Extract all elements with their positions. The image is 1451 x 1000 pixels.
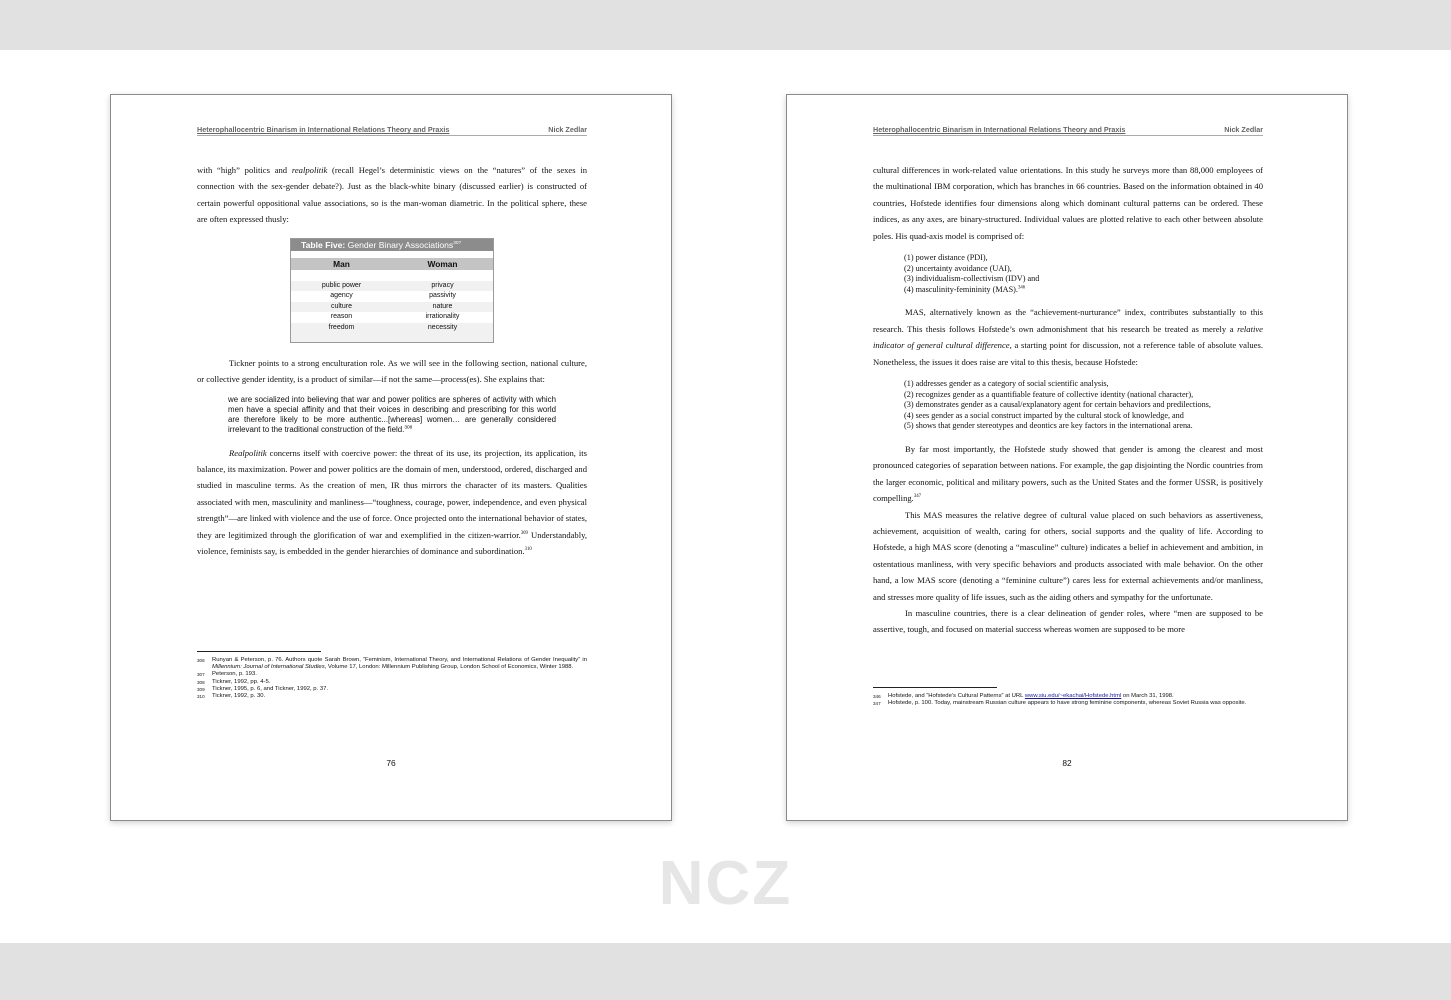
list-item: (5) shows that gender stereotypes and deontics are key factors in the international arena. bbox=[904, 421, 1193, 431]
footnotes bbox=[197, 651, 587, 700]
text-run: MAS, alternatively known as the “achievement-nurturance” index, contributes substantially to this research. This thesis follows Hofstede’s own admonishment that his research be treated as merely a bbox=[873, 307, 1263, 334]
footnote bbox=[197, 693, 587, 700]
italic-term: Millennium: Journal of International Studies bbox=[212, 664, 325, 671]
italic-term: realpolitik bbox=[291, 165, 328, 175]
footnote-number: 308 bbox=[197, 679, 205, 685]
footnote-rule bbox=[197, 651, 321, 652]
table-body bbox=[291, 281, 493, 333]
footnote-ref: 307 bbox=[453, 240, 462, 246]
footnotes bbox=[873, 687, 1263, 707]
table-cell: nature bbox=[432, 302, 453, 310]
list-item: (1) addresses gender as a category of social scientific analysis, bbox=[904, 379, 1109, 389]
header-title: Heterophallocentric Binarism in International Relations Theory and Praxis bbox=[197, 125, 450, 134]
paragraph bbox=[873, 304, 1263, 370]
list-item: (1) power distance (PDI), bbox=[904, 253, 988, 263]
table-row bbox=[291, 281, 493, 291]
table-cell: privacy bbox=[431, 282, 454, 290]
quote-text: we are socialized into believing that war and power politics are spheres of activity with which men have a special affinity and that their voices in describing and prescribing for this world are therefore likely to be more authentic...[whereas] women… are generally considered irrelevant to the traditional construction of the field. bbox=[228, 394, 556, 434]
table-cell: culture bbox=[330, 302, 352, 310]
table-cell: necessity bbox=[427, 323, 458, 331]
footnote-text: Tickner, 1995, p. 6, and Tickner, 1992, p. 37. bbox=[212, 685, 329, 692]
footnote-number: 309 bbox=[197, 686, 205, 692]
footnote bbox=[873, 700, 1263, 707]
italic-term: relative indicator of general cultural difference bbox=[873, 323, 1263, 351]
footnote-text bbox=[888, 693, 1263, 700]
table-cell: reason bbox=[330, 313, 353, 321]
list-item: (3) demonstrates gender as a causal/explanatory agent for certain behaviors and predilections, bbox=[904, 400, 1211, 410]
page-number: 82 bbox=[1062, 758, 1072, 768]
header-author: Nick Zedlar bbox=[1224, 125, 1263, 134]
table-row bbox=[291, 302, 493, 312]
text-run: (recall Hegel’s deterministic views on the “natures” of the sexes in connection with the sex-gender debate?). Just as the black-white binary (discussed earlier) is constructed of certain powerful oppositional value associations, so is the man-woman diametric. In the political sphere, these are often expressed thusly: bbox=[197, 165, 588, 225]
italic-term: Realpolitik bbox=[229, 447, 267, 458]
footnote bbox=[197, 686, 587, 693]
paragraph: This MAS measures the relative degree of cultural value placed on such behaviors as assertiveness, achievement, acquisition of wealth, caring for others, social supports and the quality of life. According to Hofstede, a high MAS score (denoting a “masculine” culture) indicates a belief in achievement and ambition, in ostentatious manliness, with very specific behaviors and products associated with male behavior. On the other hand, a low MAS score (denoting a “feminine culture”) cares less for external achievements and/or manliness, and stresses more quality of life issues, such as the aiding others and sympathy for the unfortunate. bbox=[873, 509, 1263, 602]
block-quote bbox=[228, 395, 556, 435]
table-row bbox=[291, 323, 493, 333]
footnote-ref: 346 bbox=[1017, 285, 1026, 291]
table-cell: freedom bbox=[328, 323, 355, 331]
paragraph: Tickner points to a strong enculturation role. As we will see in the following section, national culture, or collective gender identity, is a product of similar—if not the same—process(es). She explains that: bbox=[197, 358, 587, 385]
footnote-text: Tickner, 1992, pp. 4-5. bbox=[212, 678, 271, 685]
table-row bbox=[291, 291, 493, 301]
table-caption-text: Gender Binary Associations bbox=[345, 239, 454, 250]
footnote bbox=[197, 679, 587, 686]
paragraph bbox=[197, 445, 587, 560]
footnote-ref: 308 bbox=[404, 424, 413, 430]
document-page-left bbox=[110, 94, 672, 821]
text-run: with “high” politics and bbox=[197, 165, 292, 175]
document-page-right bbox=[786, 94, 1348, 821]
text-run: Runyan & Peterson, p. 76. Authors quote Sarah Brown, “Feminism, International Theory, and International Relations of Gender Inequality” in bbox=[212, 657, 587, 663]
text-run: , a starting point for discussion, not a reference table of absolute values. Nonetheless, the issues it does raise are vital to this thesis, because Hofstede: bbox=[873, 340, 1263, 367]
text-run: (4) masculinity-femininity (MAS). bbox=[904, 284, 1018, 294]
column-header-man: Man bbox=[333, 258, 350, 269]
paragraph: In masculine countries, there is a clear delineation of gender roles, where “men are supposed to be assertive, tough, and focused on material success whereas women are supposed to be more bbox=[873, 608, 1263, 635]
footnote bbox=[873, 693, 1263, 700]
text-run: Hofstede, and “Hofstede’s Cultural Patterns” at URL bbox=[888, 693, 1025, 699]
text-run: Understandably, violence, feminists say, is embedded in the gender hierarchies of dominance and subordination. bbox=[197, 529, 587, 556]
list-item: (3) individualism-collectivism (IDV) and bbox=[904, 274, 1040, 284]
footnote bbox=[197, 657, 587, 671]
gender-binary-table bbox=[290, 238, 494, 343]
footnote-text: Tickner, 1992, p. 30. bbox=[212, 693, 266, 700]
table-cell: public power bbox=[321, 282, 362, 290]
text-run: , Volume 17, London: Millennium Publishing Group, London School of Economics, Winter 1988. bbox=[324, 664, 574, 671]
footnote-number: 307 bbox=[197, 672, 205, 678]
page-content bbox=[197, 125, 587, 559]
table-cell: irrationality bbox=[425, 313, 460, 321]
paragraph bbox=[873, 441, 1263, 507]
hofstede-url-link[interactable]: www.siu.edu/~ekachai/Hofstede.html bbox=[1024, 693, 1122, 699]
footnote-text: Hofstede, p. 100. Today, mainstream Russian culture appears to have strong feminine components, whereas Soviet Russia was opposite. bbox=[888, 700, 1247, 707]
table-header-row bbox=[291, 258, 493, 270]
numbered-list bbox=[904, 379, 1263, 432]
numbered-list bbox=[904, 253, 1263, 295]
footnote-number: 306 bbox=[197, 658, 205, 663]
table-caption bbox=[291, 239, 493, 251]
footnote-ref: 309 bbox=[520, 530, 528, 536]
list-item bbox=[904, 285, 1263, 296]
footnote-number: 347 bbox=[873, 701, 881, 707]
watermark-logo: NCZ bbox=[658, 849, 793, 918]
footnote-number: 346 bbox=[873, 694, 881, 699]
table-cell: passivity bbox=[429, 292, 456, 300]
running-header bbox=[873, 125, 1263, 136]
page-content bbox=[873, 125, 1263, 638]
table-caption-label: Table Five: bbox=[301, 239, 346, 250]
footnote-number: 310 bbox=[197, 694, 205, 700]
footnote-ref: 310 bbox=[524, 547, 532, 553]
text-run: on March 31, 1998. bbox=[1121, 693, 1174, 699]
paragraph bbox=[197, 162, 587, 228]
footnote-text: Peterson, p. 193. bbox=[212, 671, 257, 678]
footnote bbox=[197, 671, 587, 678]
top-gray-band bbox=[0, 0, 1451, 50]
text-run: concerns itself with coercive power: the threat of its use, its projection, its application, its balance, its maximization. Power and power politics are the domain of men, understood, ordered, discharged and studied in masculine terms. As the creation of men, IR thus mirrors the character of its masters. Qualities associated with men, masculinity and manliness—“toughness, courage, power, independence, and even physical strength”—are linked with violence and the use of force. Once projected onto the international behavior of states, they are legitimized through the glorification of war and exemplified in the citizen-warrior. bbox=[197, 447, 587, 540]
page-number: 76 bbox=[386, 758, 396, 768]
list-item: (2) recognizes gender as a quantifiable feature of collective identity (national character), bbox=[904, 389, 1194, 399]
header-title: Heterophallocentric Binarism in International Relations Theory and Praxis bbox=[873, 125, 1126, 134]
list-item: (2) uncertainty avoidance (UAI), bbox=[904, 263, 1012, 273]
text-run: By far most importantly, the Hofstede study showed that gender is among the clearest and most pronounced categories of separation between nations. For example, the gap disjointing the Nordic countries from the larger economic, political and military powers, such as the United States and the former USSR, is positively compelling. bbox=[873, 444, 1263, 504]
paragraph: cultural differences in work-related value orientations. In this study he surveys more than 88,000 employees of the multinational IBM corporation, which has branches in 66 countries. Based on the information obtained in 40 countries, Hofstede identifies four dimensions along which dominant cultural patterns can be ordered. These indices, as any axes, are binary-structured. Individual values are plotted relative to each other between absolute poles. His quad-axis model is comprised of: bbox=[873, 165, 1263, 241]
footnote-rule bbox=[873, 687, 997, 688]
table-cell: agency bbox=[330, 292, 353, 300]
table-row bbox=[291, 312, 493, 322]
header-author: Nick Zedlar bbox=[548, 125, 587, 134]
running-header bbox=[197, 125, 587, 136]
column-header-woman: Woman bbox=[427, 258, 458, 269]
footnote-ref: 347 bbox=[913, 494, 922, 500]
list-item: (4) sees gender as a social construct imparted by the cultural stock of knowledge, and bbox=[904, 410, 1184, 420]
bottom-gray-band bbox=[0, 943, 1451, 1000]
footnote-text bbox=[212, 657, 587, 671]
